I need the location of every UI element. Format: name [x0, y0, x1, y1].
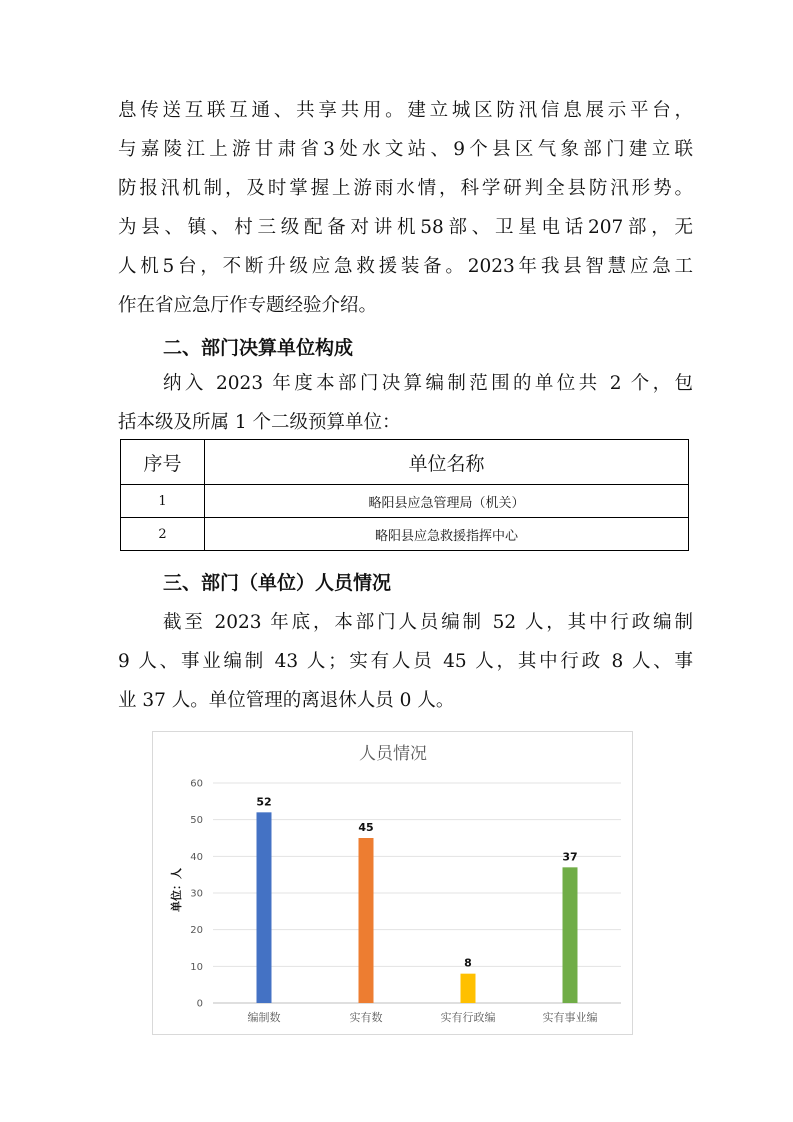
unit-table [120, 439, 689, 551]
y-tick-labels [190, 779, 203, 1010]
category-label: 实有事业编 [542, 1011, 598, 1024]
table-cell: 1 [121, 485, 205, 518]
chart-svg [153, 732, 632, 1034]
paragraph-line: 防报汛机制，及时掌握上游雨水情，科学研判全县防汛形势。 [118, 178, 693, 199]
table-header-cell: 单位名称 [205, 440, 689, 485]
category-label: 实有行政编 [440, 1011, 496, 1024]
paragraph-line: 业 37 人。单位管理的离退休人员 0 人。 [118, 690, 455, 711]
section-heading-2: 二、部门决算单位构成 [163, 337, 354, 359]
y-tick-label: 40 [190, 851, 203, 863]
y-tick-label: 50 [190, 815, 203, 827]
gridlines [213, 783, 621, 1003]
paragraph-line: 括本级及所属 1 个二级预算单位： [118, 412, 401, 433]
data-label: 45 [358, 821, 374, 834]
paragraph-line: 与嘉陵江上游甘肃省3处水文站、9个县区气象部门建立联 [118, 139, 693, 160]
paragraph-line: 作在省应急厅作专题经验介绍。 [118, 295, 378, 316]
y-tick-label: 20 [190, 925, 203, 937]
y-tick-label: 30 [190, 888, 203, 900]
data-label: 8 [464, 956, 472, 970]
personnel-chart [152, 731, 633, 1035]
table-header-cell: 序号 [121, 440, 205, 485]
paragraph-line: 息传送互联互通、共享共用。建立城区防汛信息展示平台， [118, 100, 693, 121]
table-cell: 略阳县应急救援指挥中心 [205, 518, 689, 551]
paragraph-line: 9 人、事业编制 43 人；实有人员 45 人，其中行政 8 人、事 [118, 651, 693, 672]
table-cell: 2 [121, 518, 205, 551]
table-row [121, 518, 689, 551]
table-cell: 略阳县应急管理局（机关） [205, 485, 689, 518]
y-tick-label: 10 [190, 961, 203, 973]
section-heading-3: 三、部门（单位）人员情况 [163, 572, 392, 594]
category-label: 编制数 [247, 1011, 281, 1024]
paragraph-line: 人机5台，不断升级应急救援装备。2023年我县智慧应急工 [118, 256, 693, 277]
bar [563, 867, 578, 1003]
bars [257, 812, 578, 1003]
bar [257, 812, 272, 1003]
paragraph-line: 纳入 2023 年度本部门决算编制范围的单位共 2 个，包 [163, 373, 693, 394]
bar [461, 974, 476, 1003]
y-tick-label: 60 [190, 778, 203, 790]
category-label: 实有数 [349, 1011, 383, 1024]
table-header-row [121, 440, 689, 485]
table-row [121, 485, 689, 518]
y-tick-label: 0 [196, 998, 203, 1010]
chart-title: 人员情况 [359, 744, 427, 764]
y-axis-label: 单位：人 [170, 868, 183, 912]
data-label: 37 [562, 850, 578, 864]
paragraph-line: 为县、镇、村三级配备对讲机58部、卫星电话207部，无 [118, 217, 693, 238]
bar [359, 838, 374, 1003]
data-label: 52 [256, 795, 272, 809]
category-labels [248, 1010, 598, 1024]
paragraph-line: 截至 2023 年底，本部门人员编制 52 人，其中行政编制 [163, 612, 693, 633]
data-labels [256, 795, 577, 969]
